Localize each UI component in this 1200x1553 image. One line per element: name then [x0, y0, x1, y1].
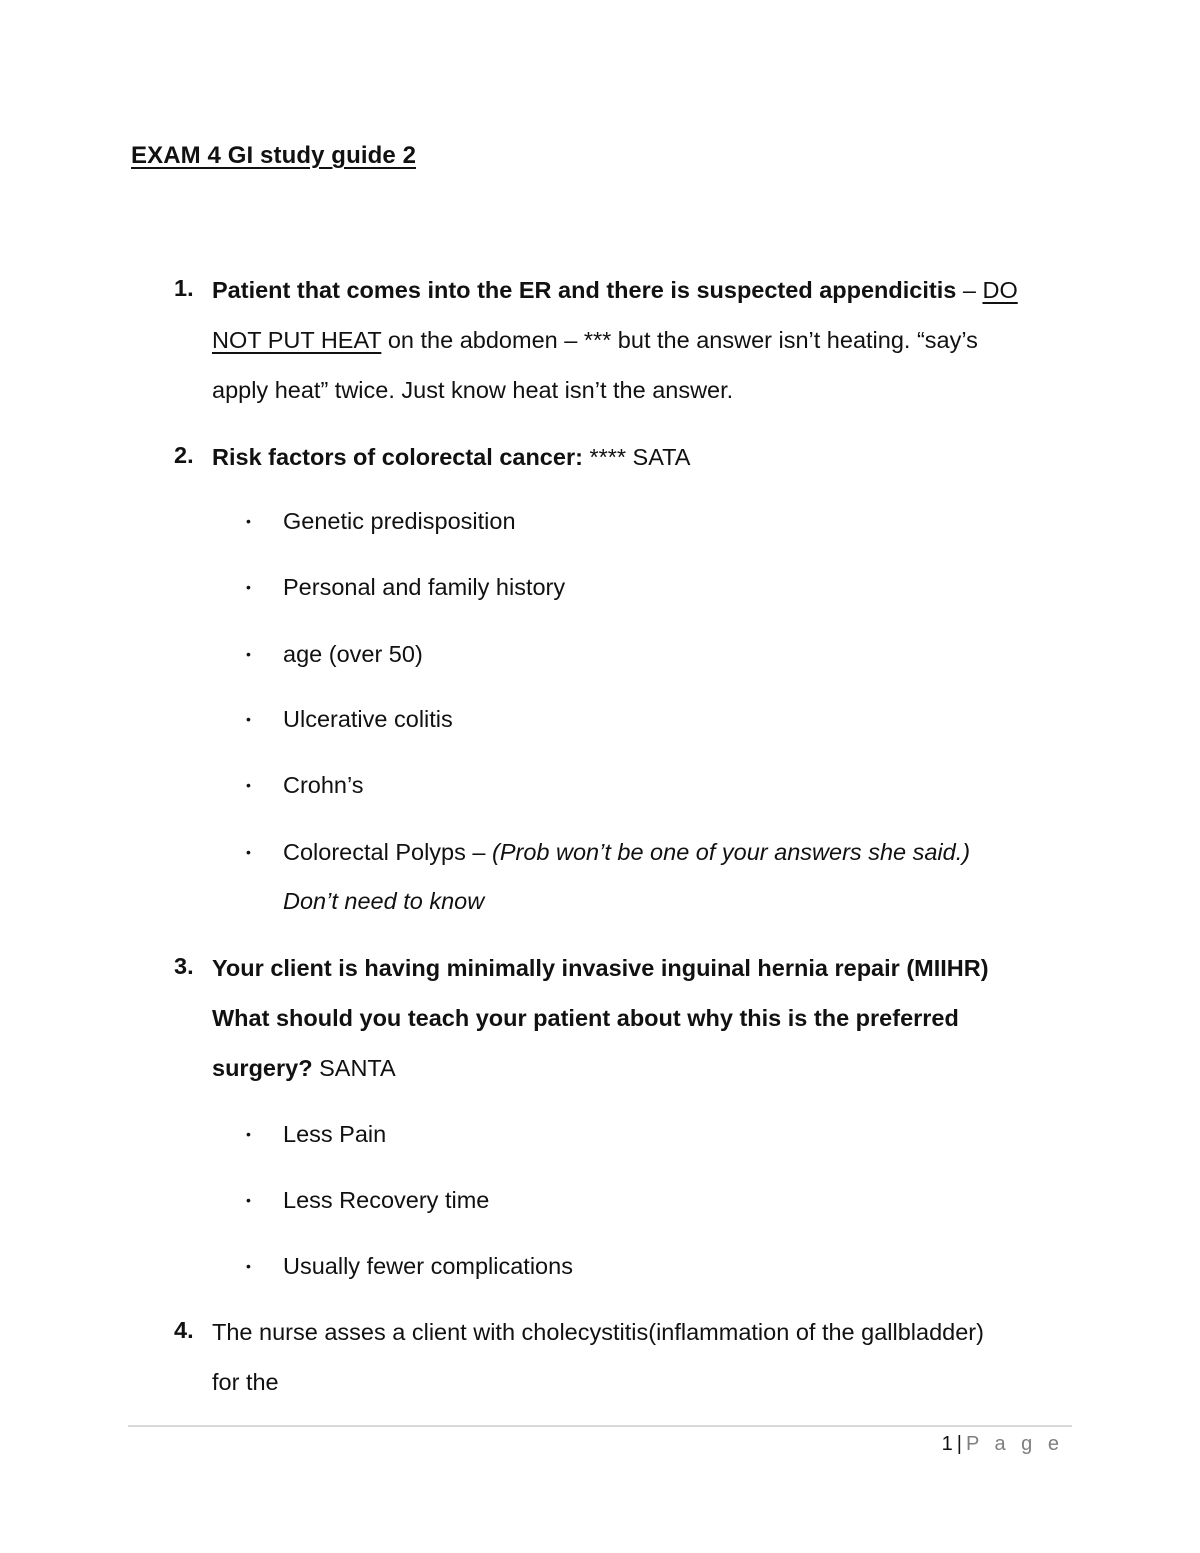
question-1-line-2-text: on the abdomen – *** but the answer isn’t heating. “say’s — [381, 327, 978, 353]
bullet-glyph: • — [246, 513, 251, 529]
bullet-glyph: • — [246, 579, 251, 595]
question-3-number: 3. — [174, 953, 194, 979]
page-footer — [942, 1429, 1064, 1459]
question-4-line-1: The nurse asses a client with cholecystitis(inflammation of the gallbladder) — [212, 1319, 984, 1345]
question-3-line-1: Your client is having minimally invasive inguinal hernia repair (MIIHR) — [212, 955, 989, 981]
bullet-glyph: • — [246, 646, 251, 662]
list-item-note: (Prob won’t be one of your answers she said.) — [492, 839, 971, 865]
question-1-line-1 — [212, 275, 1018, 305]
question-1-underlined-do: DO — [982, 277, 1018, 303]
document-title: EXAM 4 GI study guide 2 — [131, 142, 417, 169]
list-item-note-continued: Don’t need to know — [283, 888, 485, 914]
footer-divider — [128, 1425, 1072, 1427]
list-item: Genetic predisposition — [283, 508, 516, 534]
question-4-line-2: for the — [212, 1369, 279, 1395]
list-item-text: Colorectal Polyps – — [283, 839, 492, 865]
question-2-number: 2. — [174, 442, 194, 468]
question-4-number: 4. — [174, 1317, 194, 1343]
page-label: P a g e — [965, 1433, 1064, 1455]
page-number: 1 — [941, 1433, 953, 1455]
list-item: Crohn’s — [283, 772, 364, 798]
question-1-heading: Patient that comes into the ER and there is suspected appendicitis — [212, 277, 957, 303]
list-item: Usually fewer complications — [283, 1253, 573, 1279]
question-1-dash: – — [956, 277, 983, 303]
list-item: Personal and family history — [283, 574, 566, 600]
bullet-glyph: • — [246, 1126, 251, 1142]
question-3-tag: SANTA — [312, 1055, 396, 1081]
bullet-glyph: • — [246, 844, 251, 860]
question-3-line-2: What should you teach your patient about why this is the preferred — [212, 1005, 959, 1031]
question-2-line-1 — [212, 442, 690, 472]
question-1-underlined-not-put-heat: NOT PUT HEAT — [212, 327, 382, 353]
list-item: Less Recovery time — [283, 1187, 490, 1213]
bullet-glyph: • — [246, 711, 251, 727]
question-3-heading-end: surgery? — [212, 1055, 313, 1081]
question-2-heading: Risk factors of colorectal cancer: — [212, 444, 583, 470]
bullet-glyph: • — [246, 777, 251, 793]
footer-separator: | — [956, 1433, 962, 1455]
list-item: age (over 50) — [283, 641, 423, 667]
bullet-glyph: • — [246, 1258, 251, 1274]
question-1-line-3: apply heat” twice. Just know heat isn’t the answer. — [212, 377, 734, 403]
list-item: Less Pain — [283, 1121, 387, 1147]
question-2-tag: **** SATA — [582, 444, 691, 470]
question-3-line-3 — [212, 1053, 396, 1083]
question-1-number: 1. — [174, 275, 194, 301]
list-item — [283, 837, 970, 867]
bullet-glyph: • — [246, 1192, 251, 1208]
question-1-line-2 — [212, 325, 978, 355]
list-item: Ulcerative colitis — [283, 706, 453, 732]
